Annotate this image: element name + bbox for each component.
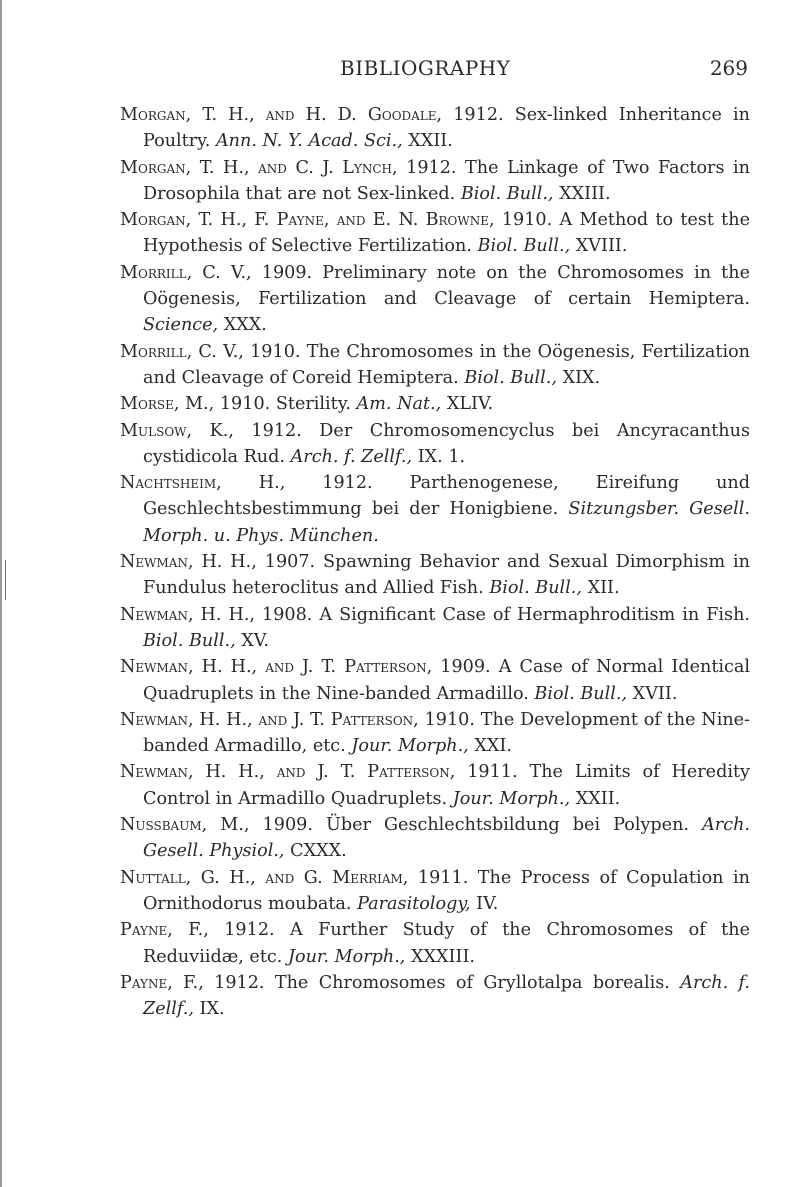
- entry-journal: Biol. Bull.,: [489, 578, 582, 599]
- entry-journal: Biol. Bull.,: [464, 367, 557, 388]
- entry-author: Newman, H. H.,: [120, 604, 256, 625]
- entry-text: 1911. The Limits of Heredity Control in Armadillo Quadruplets.: [143, 762, 750, 809]
- entry-text: 1910. The Development of the Nine-banded Armadillo, etc.: [143, 709, 751, 757]
- entry-journal: Arch. f. Zellf.,: [143, 972, 750, 1020]
- entry-volume: XXII.: [402, 131, 453, 152]
- entry-author: Morgan, T. H., F. Payne, and E. N. Browne,: [120, 210, 495, 231]
- entry-journal: Science,: [143, 315, 219, 336]
- entry-text: 1910. The Chromosomes in the Oögenesis, Fertilization and Cleavage of Coreid Hemiptera.: [143, 341, 750, 388]
- entry-text: 1911. The Process of Copulation in Ornithodorus moubata.: [143, 867, 750, 914]
- entry-text: 1908. A Significant Case of Hermaphroditism in Fish.: [255, 604, 750, 625]
- entry-volume: XXII.: [570, 788, 621, 809]
- entry-text: 1910. A Method to test the Hypothesis of Selective Fertilization.: [143, 210, 750, 257]
- bibliography-entry: [120, 602, 750, 655]
- bibliography-entry: [120, 759, 750, 812]
- entry-journal: Biol. Bull.,: [534, 683, 628, 704]
- entry-volume: XVIII.: [570, 236, 628, 257]
- bibliography-entry: [120, 391, 750, 417]
- bibliography-entry: [120, 155, 750, 208]
- bibliography-list: [120, 102, 750, 1022]
- entry-author: Morgan, T. H., and C. J. Lynch,: [120, 157, 398, 178]
- entry-author: Newman, H. H.,: [120, 552, 257, 573]
- bibliography-entry: [120, 812, 750, 865]
- entry-volume: IX.: [193, 999, 225, 1020]
- entry-author: Morgan, T. H., and H. D. Goodale,: [120, 105, 443, 125]
- entry-journal: Biol. Bull.,: [143, 630, 236, 651]
- entry-author: Payne, F.,: [120, 920, 209, 941]
- bibliography-entry: [120, 102, 750, 155]
- entry-volume: XXIII.: [553, 183, 611, 204]
- running-title: BIBLIOGRAPHY: [340, 56, 511, 80]
- entry-text: 1907. Spawning Behavior and Sexual Dimorphism in Fundulus heteroclitus and Allied Fish.: [143, 552, 751, 599]
- bibliography-entry: [120, 654, 750, 707]
- page-header: [120, 56, 748, 88]
- entry-volume: XIX.: [556, 367, 601, 388]
- entry-author: Payne, F.,: [120, 972, 204, 993]
- bibliography-entry: [120, 549, 750, 602]
- entry-volume: XLIV.: [441, 394, 494, 415]
- entry-text: 1909. Über Geschlechtsbildung bei Polypen.: [249, 815, 703, 836]
- entry-text: 1912. Parthenogenese, Eireifung und Geschlechtsbestimmung bei der Honigbiene.: [143, 473, 750, 520]
- entry-author: Nussbaum, M.,: [120, 815, 250, 836]
- entry-text: 1912. Der Chromosomencyclus bei Ancyracanthus cystidicola Rud.: [143, 420, 750, 467]
- entry-journal: Biol. Bull.,: [477, 236, 571, 257]
- bibliography-entry: [120, 260, 750, 339]
- entry-text: 1910. Sterility.: [214, 394, 357, 415]
- entry-journal: Jour. Morph.,: [287, 946, 406, 967]
- entry-author: Morse, M.,: [120, 394, 215, 415]
- entry-text: 1912. The Linkage of Two Factors in Drosophila that are not Sex-linked.: [143, 157, 750, 204]
- entry-journal: Arch. f. Zellf.,: [290, 446, 413, 467]
- entry-journal: Sitzungsber. Gesell. Morph. u. Phys. München.: [143, 499, 751, 546]
- entry-journal: Am. Nat.,: [356, 394, 442, 415]
- page-edge-rule: [0, 0, 2, 1187]
- bibliography-entry: [120, 970, 750, 1023]
- entry-volume: XVII.: [627, 683, 678, 704]
- entry-text: 1912. Sex-linked Inheritance in Poultry.: [143, 105, 750, 152]
- entry-journal: Jour. Morph.,: [452, 788, 571, 809]
- page-edge-mark: [5, 560, 6, 600]
- bibliography-entry: [120, 865, 750, 918]
- entry-journal: Biol. Bull.,: [460, 183, 554, 204]
- bibliography-entry: [120, 418, 750, 471]
- entry-volume: IV.: [470, 893, 499, 914]
- entry-author: Newman, H. H., and J. T. Patterson,: [120, 657, 433, 678]
- entry-author: Nuttall, G. H., and G. Merriam,: [120, 867, 409, 888]
- entry-author: Newman, H. H., and J. T. Patterson,: [120, 762, 456, 783]
- entry-journal: Jour. Morph.,: [351, 736, 469, 757]
- entry-volume: XXXIII.: [405, 946, 476, 967]
- bibliography-entry: [120, 207, 750, 260]
- bibliography-entry: [120, 470, 750, 549]
- entry-author: Mulsow, K.,: [120, 420, 234, 441]
- entry-text: 1912. The Chromosomes of Gryllotalpa borealis.: [203, 972, 681, 993]
- entry-volume: IX. 1.: [412, 446, 466, 467]
- entry-author: Nachtsheim, H.,: [120, 473, 286, 494]
- entry-author: Morrill, C. V.,: [120, 341, 244, 362]
- page-number: 269: [709, 56, 748, 80]
- entry-text: 1909. Preliminary note on the Chromosomes in the Oögenesis, Fertilization and Cleavage of certain Hemiptera.: [143, 262, 750, 310]
- entry-journal: Parasitology,: [357, 893, 471, 914]
- entry-volume: XII.: [581, 578, 620, 599]
- entry-journal: Arch. Gesell. Physiol.,: [143, 815, 750, 862]
- entry-volume: XXX.: [218, 315, 267, 336]
- entry-volume: CXXX.: [284, 841, 347, 862]
- entry-text: 1909. A Case of Normal Identical Quadruplets in the Nine-banded Armadillo.: [143, 657, 750, 704]
- entry-author: Morrill, C. V.,: [120, 262, 252, 283]
- entry-author: Newman, H. H., and J. T. Patterson,: [120, 709, 419, 730]
- bibliography-entry: [120, 339, 750, 392]
- entry-volume: XXI.: [468, 736, 512, 757]
- bibliography-entry: [120, 917, 750, 970]
- entry-text: 1912. A Further Study of the Chromosomes of the Reduviidæ, etc.: [143, 920, 750, 967]
- entry-journal: Ann. N. Y. Acad. Sci.,: [215, 131, 403, 152]
- entry-volume: XV.: [235, 630, 270, 651]
- bibliography-entry: [120, 707, 750, 760]
